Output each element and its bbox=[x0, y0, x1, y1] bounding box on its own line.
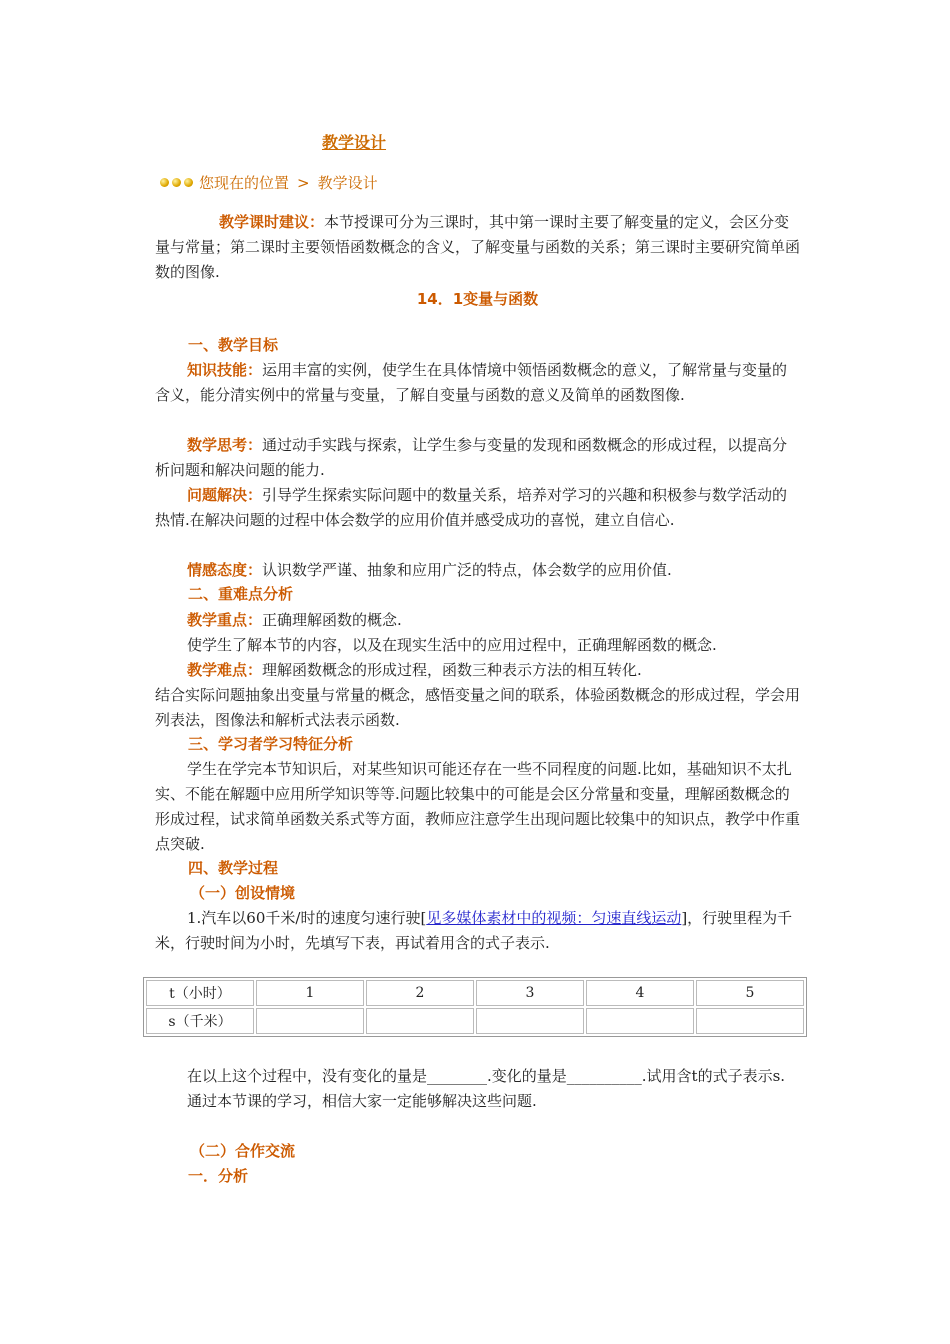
breadcrumb-separator: > bbox=[297, 173, 310, 192]
goals-heading: 一、教学目标 bbox=[188, 336, 279, 354]
table-cell: 2 bbox=[366, 980, 474, 1006]
thinking-paragraph bbox=[155, 433, 800, 483]
intro-paragraph bbox=[155, 210, 800, 285]
table-cell: t（小时） bbox=[146, 980, 254, 1006]
table-row bbox=[146, 1008, 804, 1034]
learner-paragraph bbox=[155, 757, 800, 857]
table-cell-empty[interactable] bbox=[696, 1008, 804, 1034]
table-cell-empty[interactable] bbox=[366, 1008, 474, 1034]
page-title: 教学设计 bbox=[322, 133, 387, 152]
table-row bbox=[146, 980, 804, 1006]
attitude-paragraph bbox=[155, 558, 800, 583]
focus-paragraph bbox=[155, 608, 800, 733]
knowledge-label: 知识技能： bbox=[187, 361, 263, 379]
section-title: 14．1变量与函数 bbox=[416, 290, 539, 308]
focus-label: 教学重点： bbox=[187, 611, 263, 629]
solving-label: 问题解决： bbox=[187, 486, 263, 504]
knowledge-text: 运用丰富的实例，使学生在具体情境中领悟函数概念的意义，了解常量与变量的含义，能分清实例中的常量与变量，了解自变量与函数的意义及简单的函数图像. bbox=[155, 361, 788, 404]
breadcrumb-current[interactable]: 教学设计 bbox=[317, 174, 378, 192]
intro-text: 本节授课可分为三课时，其中第一课时主要了解变量的定义，会区分变量与常量；第二课时主要领悟函数概念的含义，了解变量与函数的关系；第三课时主要研究简单函数的图像. bbox=[155, 213, 801, 281]
table-cell-empty[interactable] bbox=[586, 1008, 694, 1034]
difficulty-text: 理解函数概念的形成过程，函数三种表示方法的相互转化. bbox=[262, 661, 642, 679]
focus-text: 正确理解函数的概念. bbox=[262, 611, 402, 629]
focus-detail: 使学生了解本节的内容，以及在现实生活中的应用过程中，正确理解函数的概念. bbox=[187, 636, 717, 654]
process-heading: 四、教学过程 bbox=[188, 859, 279, 877]
knowledge-paragraph bbox=[155, 358, 800, 408]
difficulty-detail: 结合实际问题抽象出变量与常量的概念，感悟变量之间的联系，体验函数概念的形成过程，学会用列表法，图像法和解析式法表示函数. bbox=[155, 686, 801, 729]
situation-heading: （一）创设情境 bbox=[190, 884, 296, 902]
keypoints-heading: 二、重难点分析 bbox=[188, 585, 294, 603]
table-cell-empty[interactable] bbox=[256, 1008, 364, 1034]
table-cell-empty[interactable] bbox=[476, 1008, 584, 1034]
breadcrumb-prefix: 您现在的位置 bbox=[199, 174, 290, 192]
thinking-label: 数学思考： bbox=[187, 436, 263, 454]
solving-text: 引导学生探索实际问题中的数量关系，培养对学习的兴趣和积极参与数学活动的热情.在解决问题的过程中体会数学的应用价值并感受成功的喜悦，建立自信心. bbox=[155, 486, 788, 529]
intro-label: 教学课时建议： bbox=[219, 213, 325, 231]
question1-before: 1.汽车以60千米/时的速度匀速行驶[ bbox=[187, 909, 427, 927]
learner-heading: 三、学习者学习特征分析 bbox=[188, 735, 354, 753]
table-cell: 1 bbox=[256, 980, 364, 1006]
table-cell: s（千米） bbox=[146, 1008, 254, 1034]
learner-text: 学生在学完本节知识后，对某些知识可能还存在一些不同程度的问题.比如，基础知识不太扎实、不能在解题中应用所学知识等等.问题比较集中的可能是会区分常量和变量，理解函数概念的形成过程，试求简单函数关系式等方面，教师应注意学生出现问题比较集中的知识点，教学中作重点突破. bbox=[155, 760, 801, 853]
attitude-text: 认识数学严谨、抽象和应用广泛的特点，体会数学的应用价值. bbox=[262, 561, 672, 579]
question1-after: ]，行驶里程为千米，行驶时间为小时，先填写下表，再试着用含的式子表示. bbox=[155, 909, 793, 952]
video-link[interactable]: 见多媒体素材中的视频：匀速直线运动 bbox=[426, 909, 682, 927]
question1-paragraph bbox=[155, 906, 800, 956]
difficulty-label: 教学难点： bbox=[187, 661, 263, 679]
table-cell: 4 bbox=[586, 980, 694, 1006]
table-cell: 3 bbox=[476, 980, 584, 1006]
cooperation-heading: （二）合作交流 bbox=[190, 1142, 296, 1160]
bullet-dots-icon bbox=[160, 178, 193, 187]
attitude-label: 情感态度： bbox=[187, 561, 263, 579]
time-distance-table bbox=[143, 977, 807, 1037]
fill-text: 在以上这个过程中，没有变化的量是________.变化的量是__________.试用含t的式子表示s. bbox=[187, 1067, 786, 1085]
thinking-text: 通过动手实践与探索，让学生参与变量的发现和函数概念的形成过程，以提高分析问题和解决问题的能力. bbox=[155, 436, 788, 479]
table-cell: 5 bbox=[696, 980, 804, 1006]
solving-paragraph bbox=[155, 483, 800, 533]
fill-paragraph bbox=[155, 1064, 800, 1114]
believe-text: 通过本节课的学习，相信大家一定能够解决这些问题. bbox=[187, 1092, 537, 1110]
breadcrumb bbox=[160, 172, 378, 193]
analysis-heading: 一．分析 bbox=[188, 1167, 249, 1185]
